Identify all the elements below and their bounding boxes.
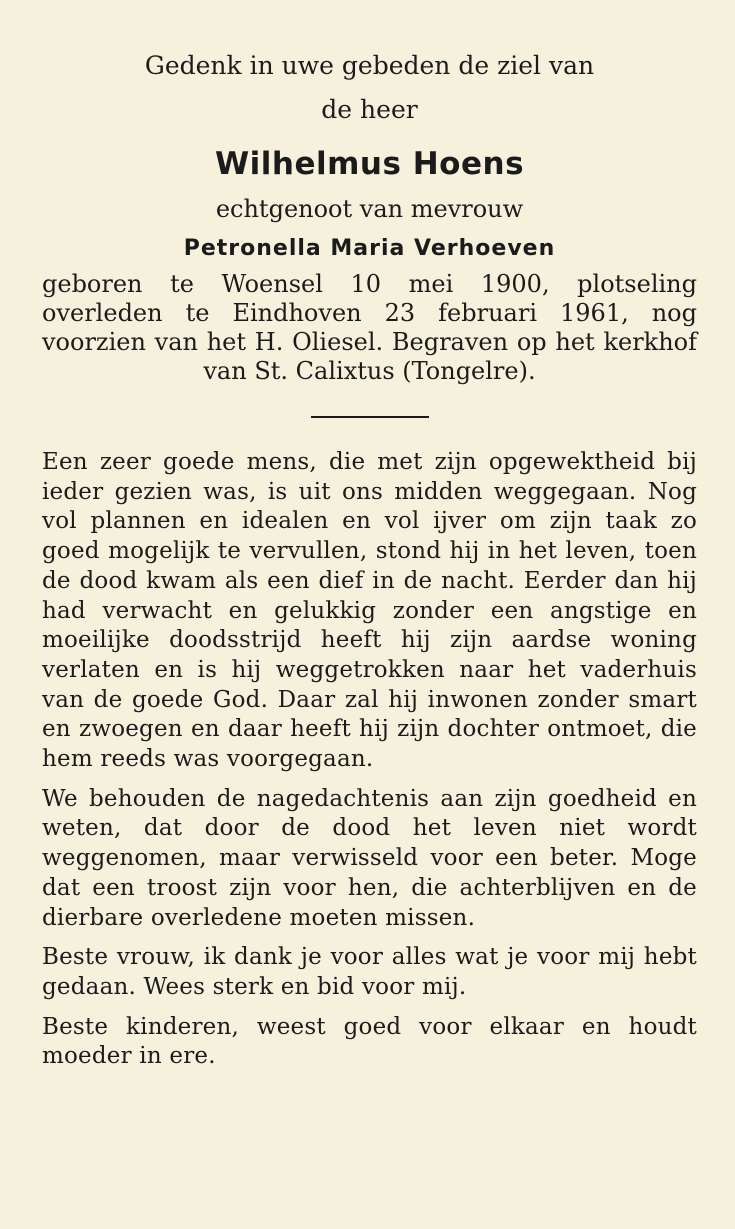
deceased-name: Wilhelmus Hoens bbox=[214, 146, 525, 182]
paragraph-remembrance: We behouden de nagedachtenis aan zijn goedheid en weten, dat door de dood het leven niet wordt weggenomen, maar verwisseld voor een beter. Moge dat een troost zijn voor hen, die achterblijven en de dierbare overledene moeten missen. bbox=[42, 785, 697, 931]
paragraph-wife: Beste vrouw, ik dank je voor alles wat je voor mij hebt gedaan. Wees sterk en bid voor mij. bbox=[42, 944, 697, 1000]
birth-death-facts: geboren te Woensel 10 mei 1900, plotseling overleden te Eindhoven 23 februari 1961, nog voorzien van het H. Oliesel. Begraven op het kerkhof van St. Calixtus (Tongelre). bbox=[42, 270, 697, 385]
paragraph-tribute: Een zeer goede mens, die met zijn opgewektheid bij ieder gezien was, is uit ons midden weggegaan. Nog vol plannen en idealen en vol ijver om zijn taak zo goed mogelijk te vervullen, stond hij in het leven, toen de dood kwam als een dief in de nacht. Eerder dan hij had verwacht en gelukkig zonder een angstige en moeilijke doodsstrijd heeft hij zijn aardse woning verlaten en is hij weggetrokken naar het vaderhuis van de goede God. Daar zal hij inwonen zonder smart en zwoegen en daar heeft hij zijn dochter ontmoet, die hem reeds was voorgegaan. bbox=[42, 449, 697, 773]
honorific-line: de heer bbox=[321, 95, 418, 124]
spouse-name: Petronella Maria Verhoeven bbox=[183, 236, 556, 261]
spouse-intro: echtgenoot van mevrouw bbox=[215, 195, 524, 223]
paragraph-children: Beste kinderen, weest goed voor elkaar en houdt moeder in ere. bbox=[42, 1013, 697, 1070]
divider-line bbox=[311, 416, 429, 418]
prayer-request-line: Gedenk in uwe gebeden de ziel van bbox=[144, 51, 595, 80]
